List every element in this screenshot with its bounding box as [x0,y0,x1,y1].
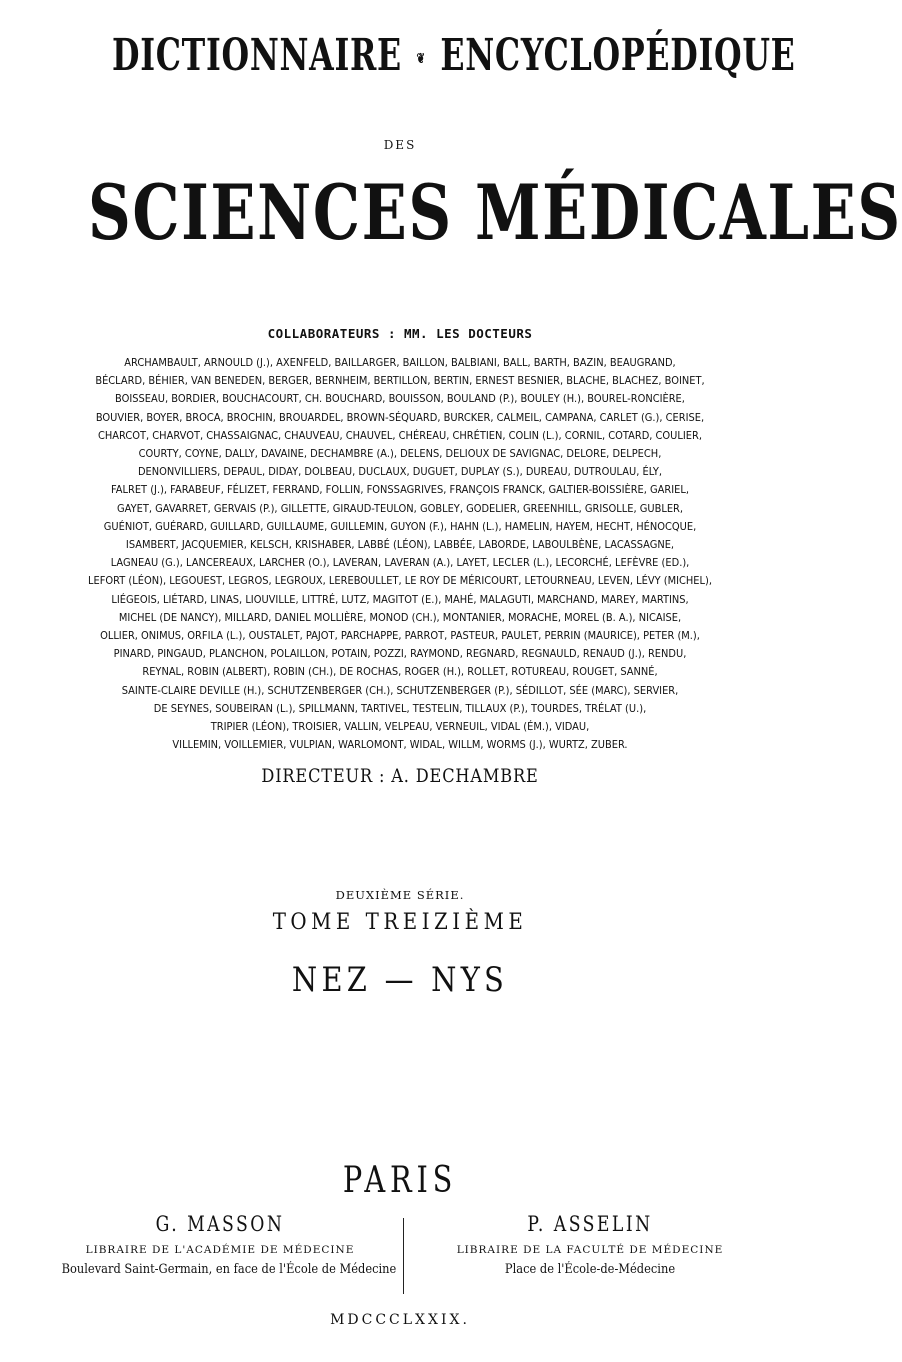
collaborators-line: DE SEYNES, SOUBEIRAN (L.), SPILLMANN, TARTIVEL, TESTELIN, TILLAUX (P.), TOURDES, TRÉLAT (U.), [153,702,647,715]
subtitle: SCIENCES MÉDICALES [88,168,902,257]
collaborators-line: LAGNEAU (G.), LANCEREAUX, LARCHER (O.), LAVERAN, LAVERAN (A.), LAYET, LECLER (L.), LECORCHÉ, LEFÈVRE (ED.), [110,557,690,570]
main-title-left: DICTIONNAIRE [112,30,402,81]
collaborators-line: PINARD, PINGAUD, PLANCHON, POLAILLON, POTAIN, POZZI, RAYMOND, REGNARD, REGNAULD, RENAUD (J.), RENDU, [113,648,687,661]
ornament-icon: ❦ [416,50,426,67]
publisher-right-name: P. ASSELIN [527,1212,653,1236]
tome-label: TOME TREIZIÈME [272,910,528,935]
publisher-left-address: Boulevard Saint-Germain, en face de l'École de Médecine [61,1262,397,1277]
collaborators-line: VILLEMIN, VOILLEMIER, VULPIAN, WARLOMONT, WIDAL, WILLM, WORMS (J.), WURTZ, ZUBER. [172,739,628,752]
director-line: DIRECTEUR : A. DECHAMBRE [261,765,539,787]
collaborators-line: ARCHAMBAULT, ARNOULD (J.), AXENFELD, BAILLARGER, BAILLON, BALBIANI, BALL, BARTH, BAZIN, BEAUGRAND, [124,357,676,369]
publisher-left-title: LIBRAIRE DE L'ACADÉMIE DE MÉDECINE [85,1244,355,1256]
collaborators-line: SAINTE-CLAIRE DEVILLE (H.), SCHUTZENBERGER (CH.), SCHUTZENBERGER (P.), SÉDILLOT, SÉE (MARC), SERVIER, [121,684,679,697]
collaborators-line: LIÉGEOIS, LIÉTARD, LINAS, LIOUVILLE, LITTRÉ, LUTZ, MAGITOT (E.), MAHÉ, MALAGUTI, MARCHAND, MAREY, MARTINS, [111,593,689,606]
collaborators-line: REYNAL, ROBIN (ALBERT), ROBIN (CH.), DE ROCHAS, ROGER (H.), ROLLET, ROTUREAU, ROUGET, SANNÉ, [142,666,658,679]
collaborators-list [30,354,770,754]
main-title [112,30,796,81]
publisher-right [410,1212,770,1277]
collaborators-heading: COLLABORATEURS : MM. LES DOCTEURS [267,326,533,341]
imprint-divider [403,1218,404,1294]
collaborators-line: BOISSEAU, BORDIER, BOUCHACOURT, CH. BOUCHARD, BOUISSON, BOULAND (P.), BOULEY (H.), BOUREL-RONCIÈRE, [115,393,685,406]
series-label: DEUXIÈME SÉRIE. [335,888,465,902]
collaborators-line: BÉCLARD, BÉHIER, VAN BENEDEN, BERGER, BERNHEIM, BERTILLON, BERTIN, ERNEST BESNIER, BLACHE, BLACHEZ, BOINET, [95,375,705,388]
title-connector: DES [383,138,417,152]
collaborators-line: OLLIER, ONIMUS, ORFILA (L.), OUSTALET, PAJOT, PARCHAPPE, PARROT, PASTEUR, PAULET, PERRIN (MAURICE), PETER (M.), [100,630,700,643]
collaborators-line: TRIPIER (LÉON), TROISIER, VALLIN, VELPEAU, VERNEUIL, VIDAL (ÉM.), VIDAU, [210,721,590,734]
publication-year: MDCCCLXXIX. [330,1312,470,1328]
collaborators-line: GAYET, GAVARRET, GERVAIS (P.), GILLETTE, GIRAUD-TEULON, GOBLEY, GODELIER, GREENHILL, GRISOLLE, GUBLER, [116,502,684,515]
publisher-left [40,1212,400,1277]
collaborators-line: ISAMBERT, JACQUEMIER, KELSCH, KRISHABER, LABBÉ (LÉON), LABBÉE, LABORDE, LABOULBÈNE, LACASSAGNE, [125,539,675,552]
collaborators-line: CHARCOT, CHARVOT, CHASSAIGNAC, CHAUVEAU, CHAUVEL, CHÉREAU, CHRÉTIEN, COLIN (L.), CORNIL, COTARD, COULIER, [97,429,703,442]
collaborators-line: COURTY, COYNE, DALLY, DAVAINE, DECHAMBRE (A.), DELENS, DELIOUX DE SAVIGNAC, DELORE, DELPECH, [138,448,662,461]
publisher-right-address: Place de l'École-de-Médecine [504,1262,676,1277]
publisher-left-name: G. MASSON [155,1212,285,1236]
collaborators-line: MICHEL (DE NANCY), MILLARD, DANIEL MOLLIÈRE, MONOD (CH.), MONTANIER, MORACHE, MOREL (B. A.), NICAISE, [118,611,682,624]
collaborators-line: FALRET (J.), FARABEUF, FÉLIZET, FERRAND, FOLLIN, FONSSAGRIVES, FRANÇOIS FRANCK, GALTIER-BOISSIÈRE, GARIEL, [110,484,690,497]
imprint-city: PARIS [342,1160,458,1201]
collaborators-line: DENONVILLIERS, DEPAUL, DIDAY, DOLBEAU, DUCLAUX, DUGUET, DUPLAY (S.), DUREAU, DUTROULAU, ÉLY, [137,466,663,479]
collaborators-line: GUÉNIOT, GUÉRARD, GUILLARD, GUILLAUME, GUILLEMIN, GUYON (F.), HAHN (L.), HAMELIN, HAYEM, HECHT, HÉNOCQUE, [103,520,697,533]
publisher-right-title: LIBRAIRE DE LA FACULTÉ DE MÉDECINE [456,1244,724,1256]
collaborators-line: LEFORT (LÉON), LEGOUEST, LEGROS, LEGROUX, LEREBOULLET, LE ROY DE MÉRICOURT, LETOURNEAU, LEVEN, LÉVY (MICHEL), [88,575,712,588]
volume-range: NEZ — NYS [291,960,509,1000]
main-title-right: ENCYCLOPÉDIQUE [440,30,796,81]
collaborators-line: BOUVIER, BOYER, BROCA, BROCHIN, BROUARDEL, BROWN-SÉQUARD, BURCKER, CALMEIL, CAMPANA, CARLET (G.), CERISE, [95,411,705,424]
